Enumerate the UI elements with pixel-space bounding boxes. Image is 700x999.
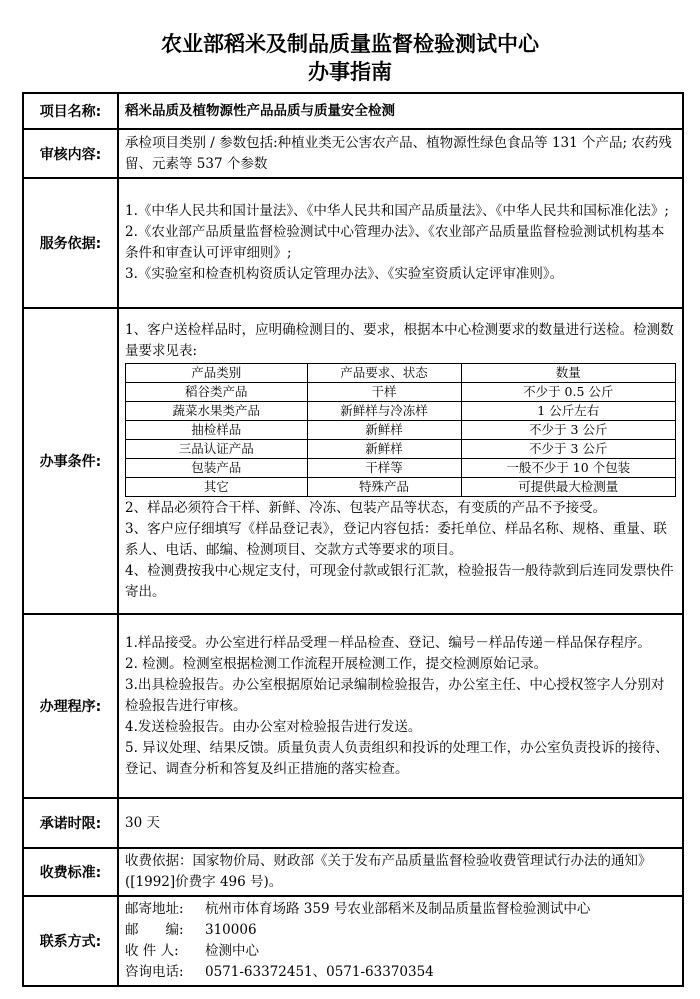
row-time xyxy=(23,798,683,848)
procedure-item: 4.发送检验报告。由办公室对检验报告进行发送。 xyxy=(125,718,422,735)
time-value: 30 天 xyxy=(118,798,683,848)
table-cell: 稻谷类产品 xyxy=(126,382,308,401)
sample-table-header xyxy=(126,363,676,382)
table-cell: 干样等 xyxy=(307,458,461,477)
table-row xyxy=(126,477,676,496)
contact-value: 310006 xyxy=(205,922,257,938)
procedure-item: 3.出具检验报告。办公室根据原始记录编制检验报告，办公室主任、中心授权签字人分别对检验报告进行审核。 xyxy=(125,676,665,714)
table-cell: 不少于 3 公斤 xyxy=(461,439,676,458)
contact-label: 联系方式: xyxy=(23,896,118,986)
procedure-label: 办理程序: xyxy=(23,614,118,798)
fee-label: 收费标准: xyxy=(23,848,118,896)
table-cell: 不少于 0.5 公斤 xyxy=(461,382,676,401)
table-cell: 蔬菜水果类产品 xyxy=(126,401,308,420)
conditions-item: 2、样品必须符合干样、新鲜、冷冻、包装产品等状态，有变质的产品不予接受。 xyxy=(125,499,607,516)
conditions-item: 3、客户应仔细填写《样品登记表》，登记内容包括：委托单位、样品名称、规格、重量、联系人、电话、邮编、检测项目、交款方式等要求的项目。 xyxy=(125,520,667,558)
table-row xyxy=(126,420,676,439)
contact-key: 咨询电话: xyxy=(125,964,184,980)
contact-key: 邮 编: xyxy=(125,922,184,938)
procedure-list xyxy=(118,614,683,798)
header-cell: 数量 xyxy=(461,363,676,382)
row-project xyxy=(23,93,683,129)
procedure-item: 1.样品接受。办公室进行样品受理－样品检查、登记、编号－样品传递－样品保存程序。 xyxy=(125,634,651,651)
conditions-label: 办事条件: xyxy=(23,308,118,614)
table-cell: 包装产品 xyxy=(126,458,308,477)
review-label: 审核内容: xyxy=(23,129,118,178)
review-value: 承检项目类别 / 参数包括:种植业类无公害农产品、植物源性绿色食品等 131 个产品; 农药残留、元素等 537 个参数 xyxy=(118,129,683,178)
basis-item: 2.《农业部产品质量监督检验测试中心管理办法》、《农业部产品质量监督检验测试机构基本条件和审查认可评审细则》; xyxy=(125,224,665,261)
contact-postcode xyxy=(125,920,676,941)
contact-key: 邮寄地址: xyxy=(125,901,184,917)
row-fee xyxy=(23,848,683,896)
guide-table xyxy=(22,92,684,987)
table-row xyxy=(126,439,676,458)
basis-item: 3.《实验室和检查机构资质认定管理办法》、《实验室资质认定评审准则》。 xyxy=(125,266,564,282)
row-basis xyxy=(23,178,683,308)
basis-list xyxy=(118,178,683,308)
table-row xyxy=(126,401,676,420)
contact-list xyxy=(118,896,683,986)
time-label: 承诺时限: xyxy=(23,798,118,848)
contact-recipient xyxy=(125,941,676,962)
table-cell: 三品认证产品 xyxy=(126,439,308,458)
contact-key: 收 件 人: xyxy=(125,943,179,959)
fee-value: 收费依据：国家物价局、财政部《关于发布产品质量监督检验收费管理试行办法的通知》([1992]价费字 496 号)。 xyxy=(118,848,683,896)
table-cell: 新鲜样 xyxy=(307,439,461,458)
procedure-item: 2. 检测。检测室根据检测工作流程开展检测工作，提交检测原始记录。 xyxy=(125,655,548,672)
project-value: 稻米品质及植物源性产品品质与质量安全检测 xyxy=(118,93,683,129)
table-cell: 新鲜样 xyxy=(307,420,461,439)
procedure-item: 5. 异议处理、结果反馈。质量负责人负责组织和投诉的处理工作，办公室负责投诉的接待、登记、调查分析和答复及纠正措施的落实检查。 xyxy=(125,739,669,777)
table-cell: 一般不少于 10 个包装 xyxy=(461,458,676,477)
table-cell: 其它 xyxy=(126,477,308,496)
conditions-intro: 1、客户送检样品时，应明确检测目的、要求，根据本中心检测要求的数量进行送检。检测数量要求见表: xyxy=(125,321,674,359)
table-row xyxy=(126,382,676,401)
header-cell: 产品要求、状态 xyxy=(307,363,461,382)
row-contact xyxy=(23,896,683,986)
contact-value: 杭州市体育场路 359 号农业部稻米及制品质量监督检验测试中心 xyxy=(205,901,591,917)
table-cell: 可提供最大检测量 xyxy=(461,477,676,496)
table-cell: 不少于 3 公斤 xyxy=(461,420,676,439)
sample-quantity-table xyxy=(125,363,676,497)
basis-item: 1.《中华人民共和国计量法》、《中华人民共和国产品质量法》、《中华人民共和国标准化法》; xyxy=(125,203,669,219)
table-cell: 1 公斤左右 xyxy=(461,401,676,420)
table-cell: 特殊产品 xyxy=(307,477,461,496)
basis-label: 服务依据: xyxy=(23,178,118,308)
contact-address xyxy=(125,899,676,920)
contact-value: 0571-63372451、0571-63370354 xyxy=(205,964,434,980)
conditions-item: 4、检测费按我中心规定支付，可现金付款或银行汇款，检验报告一般待款到后连同发票快件寄出。 xyxy=(125,562,674,600)
table-row xyxy=(126,458,676,477)
table-cell: 抽检样品 xyxy=(126,420,308,439)
table-cell: 新鲜样与冷冻样 xyxy=(307,401,461,420)
table-cell: 干样 xyxy=(307,382,461,401)
contact-value: 检测中心 xyxy=(205,943,259,959)
page-subtitle: 办事指南 xyxy=(308,60,392,84)
header-cell: 产品类别 xyxy=(126,363,308,382)
contact-phone xyxy=(125,962,676,983)
row-review xyxy=(23,129,683,178)
conditions-content xyxy=(118,308,683,614)
page-title: 农业部稻米及制品质量监督检验测试中心 xyxy=(161,32,539,56)
row-procedure xyxy=(23,614,683,798)
row-conditions xyxy=(23,308,683,614)
project-label: 项目名称: xyxy=(23,93,118,129)
